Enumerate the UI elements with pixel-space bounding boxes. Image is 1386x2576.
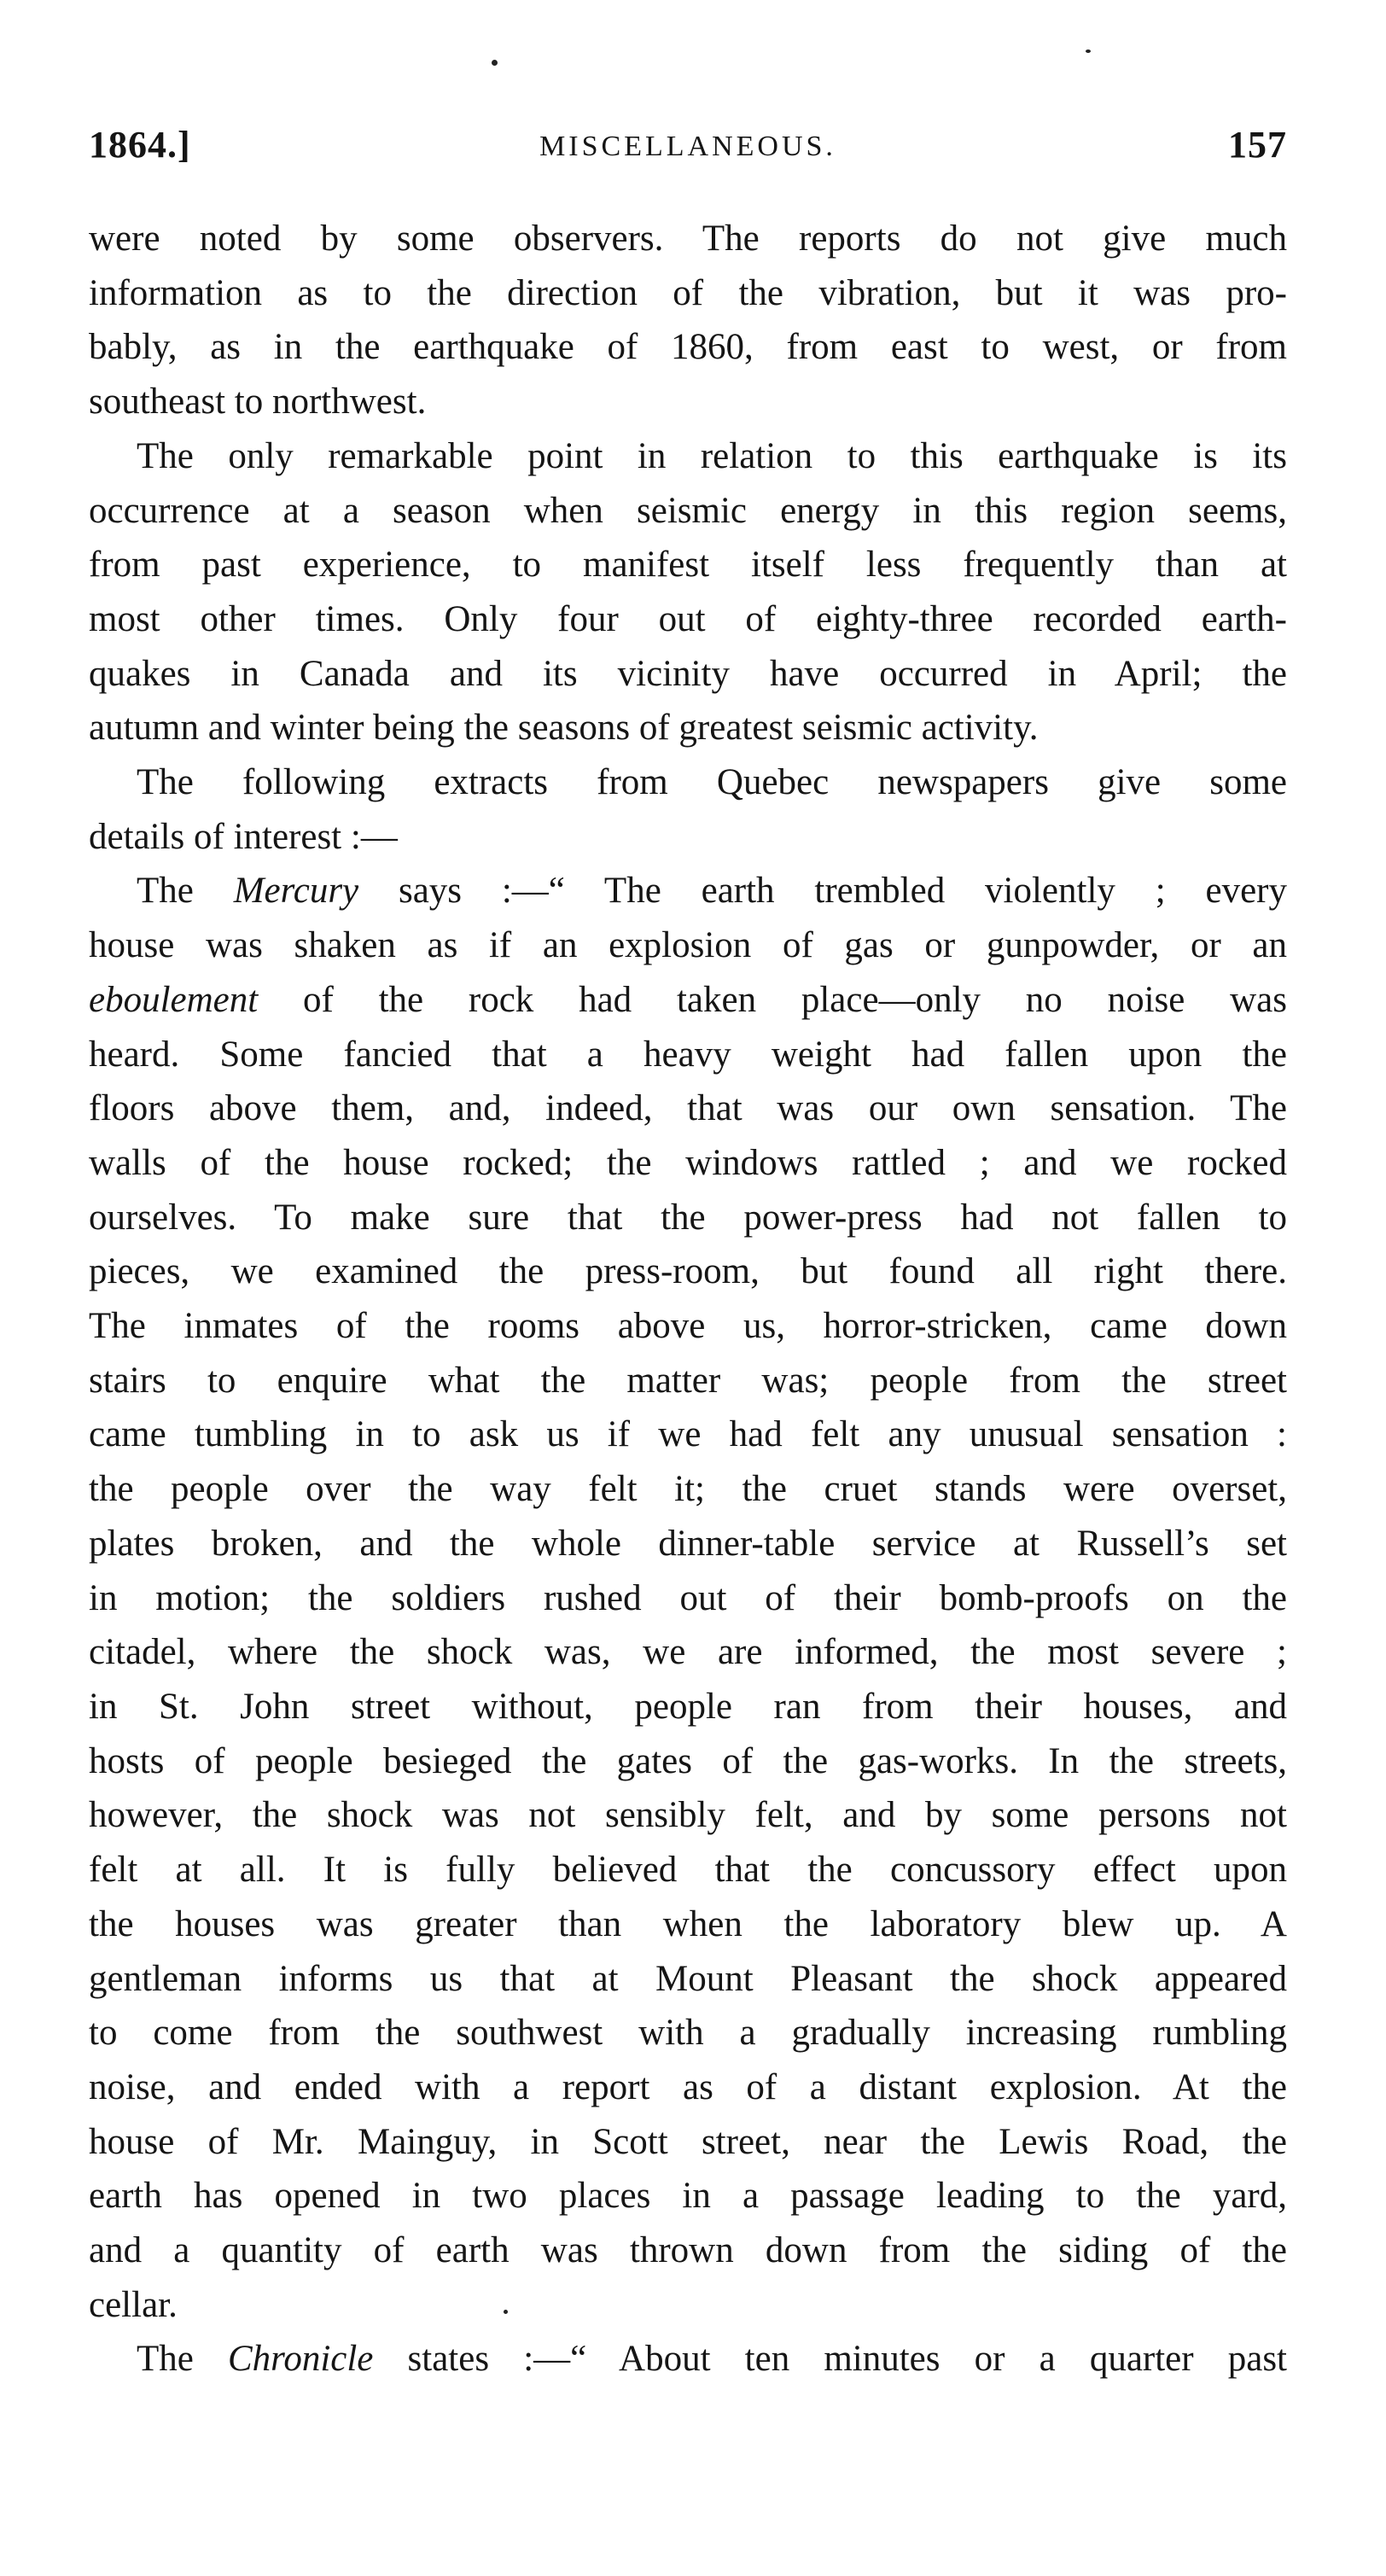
newspaper-name-mercury: Mercury — [233, 871, 359, 912]
text-line — [89, 973, 1287, 1028]
text-line — [89, 2332, 1287, 2387]
text-line: and a quantity of earth was thrown down from the siding of the — [89, 2230, 1287, 2271]
text-line: from past experience, to manifest itself less frequently than at — [89, 545, 1287, 586]
text-line: plates broken, and the whole dinner-table service at Russell’s set — [89, 1523, 1287, 1564]
text-line: earth has opened in two places in a passage leading to the yard, — [89, 2176, 1287, 2217]
text-line: bably, as in the earthquake of 1860, from east to west, or from — [89, 327, 1287, 368]
text-line: in motion; the soldiers rushed out of their bomb-proofs on the — [89, 1577, 1287, 1618]
text-line: information as to the direction of the vibration, but it was pro- — [89, 272, 1287, 313]
text-line: details of interest :— — [89, 816, 398, 857]
foreign-term: eboulement — [89, 979, 259, 1020]
text-line: ourselves. To make sure that the power-press had not fallen to — [89, 1197, 1287, 1238]
text-line: The only remarkable point in relation to this earthquake is its — [137, 435, 1287, 476]
paragraph-mercury-quote — [89, 864, 1287, 2332]
paragraph-1 — [89, 212, 1287, 429]
text-line: heard. Some fancied that a heavy weight had fallen upon the — [89, 1034, 1287, 1075]
newspaper-name-chronicle: Chronicle — [228, 2339, 374, 2380]
text-line: however, the shock was not sensibly felt, and by some persons not — [89, 1795, 1287, 1836]
text-line: southeast to northwest. — [89, 382, 427, 423]
text-line: pieces, we examined the press-room, but found all right there. — [89, 1251, 1287, 1292]
text-run: The — [137, 871, 234, 912]
text-line: house was shaken as if an explosion of gas or gunpowder, or an — [89, 925, 1287, 966]
page-number: 157 — [1228, 124, 1287, 166]
text-line: the houses was greater than when the laboratory blew up. A — [89, 1903, 1287, 1944]
text-run: The — [137, 2339, 228, 2380]
text-line: stairs to enquire what the matter was; people from the street — [89, 1360, 1287, 1401]
text-run: says :—“ The earth trembled violently ; every — [358, 871, 1287, 912]
text-line: were noted by some observers. The reports do not give much — [89, 219, 1287, 259]
text-line: quakes in Canada and its vicinity have occurred in April; the — [89, 653, 1287, 694]
paragraph-3 — [89, 755, 1287, 864]
text-line: cellar. — [89, 2284, 178, 2325]
text-line: house of Mr. Mainguy, in Scott street, near the Lewis Road, the — [89, 2121, 1287, 2162]
paragraph-2 — [89, 429, 1287, 755]
text-line: came tumbling in to ask us if we had felt any unusual sensation : — [89, 1414, 1287, 1455]
text-line: walls of the house rocked; the windows rattled ; and we rocked — [89, 1142, 1287, 1183]
text-line: noise, and ended with a report as of a distant explosion. At the — [89, 2066, 1287, 2107]
text-line: The inmates of the rooms above us, horror-stricken, came down — [89, 1306, 1287, 1347]
book-page — [89, 0, 1287, 2576]
text-run: states :—“ About ten minutes or a quarter past — [373, 2339, 1287, 2380]
text-line: gentleman informs us that at Mount Pleasant the shock appeared — [89, 1958, 1287, 1999]
running-head — [89, 119, 1287, 171]
print-speck — [492, 60, 498, 66]
text-line: occurrence at a season when seismic energy in this region seems, — [89, 490, 1287, 531]
print-speck — [1086, 50, 1091, 53]
text-line: most other times. Only four out of eighty-three recorded earth- — [89, 598, 1287, 639]
year-label: 1864.] — [89, 124, 191, 166]
text-line: autumn and winter being the seasons of greatest seismic activity. — [89, 708, 1039, 749]
text-line: The following extracts from Quebec newspapers give some — [137, 762, 1287, 803]
section-title: MISCELLANEOUS. — [539, 131, 836, 162]
text-line: citadel, where the shock was, we are informed, the most severe ; — [89, 1632, 1287, 1673]
text-line: to come from the southwest with a gradually increasing rumbling — [89, 2013, 1287, 2054]
text-line: felt at all. It is fully believed that the concussory effect upon — [89, 1850, 1287, 1891]
text-line: the people over the way felt it; the cruet stands were overset, — [89, 1469, 1287, 1510]
text-line: floors above them, and, indeed, that was our own sensation. The — [89, 1088, 1287, 1129]
text-line: hosts of people besieged the gates of the gas-works. In the streets, — [89, 1740, 1287, 1781]
body-text — [89, 212, 1287, 2387]
text-line: in St. John street without, people ran from their houses, and — [89, 1686, 1287, 1727]
text-line — [89, 864, 1287, 918]
paragraph-chronicle-quote — [89, 2332, 1287, 2387]
text-run: of the rock had taken place—only no noise was — [258, 979, 1287, 1020]
